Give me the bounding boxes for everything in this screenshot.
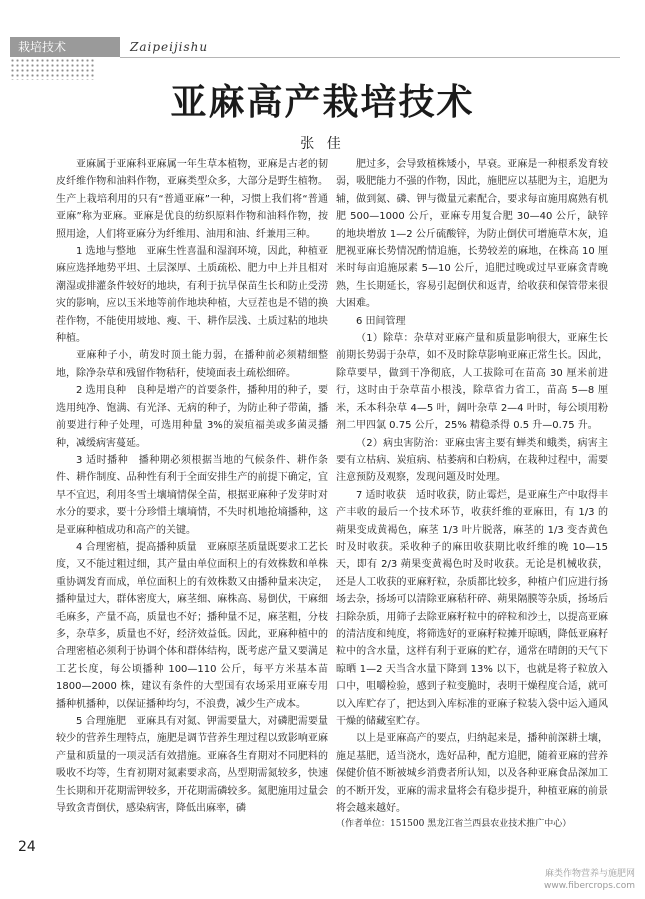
watermark-line: 麻类作物营养与施肥网 <box>544 869 635 879</box>
paragraph: 肥过多，会导致植株矮小，早衰。亚麻是一种根系发育较弱，吸肥能力不强的作物，因此，施肥应以基肥为主，追肥为辅，做到氮、磷、钾与微量元素配合，要求每亩施用腐熟有机肥 500—1000 公斤，亚麻专用复合肥 30—40 公斤，缺锌的地块增放 1—2 公斤硫酸锌，为防止倒伏可增施草木灰，追肥视亚麻长势情况酌情追施，长势较差的麻地，在株高 10 厘米时每亩追施尿素 5—10 公斤，追肥过晚或过早亚麻贪青晚熟，生长期延长，容易引起倒伏和返青，给收获和保管带来很大困难。 <box>336 159 608 310</box>
article-author: 张 佳 <box>300 136 345 152</box>
left-column <box>56 156 328 817</box>
paragraph: 亚麻属于亚麻科亚麻属一年生草本植物，亚麻是古老的韧皮纤维作物和油料作物，亚麻类型众多，大部分是野生植物。生产上栽培利用的只有“普通亚麻”一种，习惯上我们将“普通亚麻”称为亚麻。亚麻是优良的纺织原料作物和油料作物，按照用途，人们将亚麻分为纤维用、油用和油、纤兼用三种。 <box>56 159 328 240</box>
paragraph: 以上是亚麻高产的要点，归纳起来是，播种前深耕土壤，施足基肥，适当浇水，选好品种，配方追肥，随着亚麻的营养保健价值不断被城乡消费者所认知，以及各种亚麻食品深加工的不断开发，亚麻的需求量将会有稳步提升，种植亚麻的前景将会越来越好。 <box>336 733 608 815</box>
header-rule <box>120 57 620 58</box>
right-column <box>336 156 608 832</box>
paragraph: 亚麻种子小，萌发时顶土能力弱，在播种前必须精细整地，除净杂草和残留作物秸秆，使境面表土疏松细碎。 <box>56 350 328 379</box>
section-latin-label: Zaipeijishu <box>130 40 209 54</box>
paragraph: 1 选地与整地 亚麻生性喜温和湿润环境，因此，种植亚麻应选择地势平坦、土层深厚、土质疏松、肥力中上并且相对潮湿或排灌条件较好的地块，有利于抗旱保苗生长和防止受涝灾的影响，应以玉米地等前作地块种植，大豆茬也是不错的换茬作物，不能使用坡地、瘦、干、耕作层浅、土质过粘的地块种植。 <box>56 246 328 345</box>
paragraph: 4 合理密植，提高播种质量 亚麻原茎质量既要求工艺长度，又不能过粗过细，其产量由单位面积上的有效株数和单株重协调发育而成，单位面积上的有效株数又由播种量来决定，播种量过大，群体密度大，麻茎细、麻株高、易倒伏，干麻细毛麻多，产量不高，质量也不好；播种量不足，麻茎粗，分枝多，杂草多，质量也不好，经济效益低。因此，亚麻种植中的合理密植必须利于协调个体和群体结构，既考虑产量又要满足工艺长度，每公顷播种 100—110 公斤，每平方米基本苗 1800—2000 株，建议有条件的大型国有农场采用亚麻专用播种机播种，以保证播种均匀，不浪费，减少生产成本。 <box>56 541 328 710</box>
paragraph: 7 适时收获 适时收获，防止霉烂，是亚麻生产中取得丰产丰收的最后一个技术环节，收获纤维的亚麻田，有 1/3 的蒴果变成黄褐色，麻茎 1/3 叶片脱落，麻茎的 1/3 变杏黄色时及时收获。采收种子的麻田收获期比收纤维的晚 10—15 天，即有 2/3 蒴果变黄褐色时及时收获。无论是机械收获，还是人工收获的亚麻籽粒，杂质都比较多，种植户们应进行扬场去杂，扬场可以清除亚麻秸秆碎、蒴果隔膜等杂质，扬场后扫除杂质，用筛子去除亚麻籽粒中的碎粒和沙土，以提高亚麻的清洁度和纯度，将筛选好的亚麻籽粒摊开晾晒，降低亚麻籽粒中的含水量，这样有利于亚麻的贮存，通常在晴朗的天气下晾晒 1—2 天当含水量下降到 13% 以下，也就是将子粒放入口中，咀嚼检验，感到子粒变脆时，表明干燥程度合适，就可以入库贮存了，把达到入库标准的亚麻子粒装入袋中运入通风干燥的储藏室贮存。 <box>336 489 608 727</box>
author-affiliation: （作者单位：151500 黑龙江省兰西县农业技术推广中心） <box>336 819 572 830</box>
watermark <box>544 868 635 892</box>
paragraph: 3 适时播种 播种期必须根据当地的气候条件、耕作条件、耕作制度、品种性有利于全面安排生产的前提下确定，宜早不宜迟，利用冬雪土壤墒情保全苗，根据亚麻种子发芽时对水分的要求，要十分珍惜土壤墒情，不失时机地抢墒播种，这是亚麻种植成功和高产的关键。 <box>56 454 328 536</box>
article-title: 亚麻高产栽培技术 <box>170 82 475 123</box>
paragraph: （1）除草：杂草对亚麻产量和质量影响很大，亚麻生长前期长势弱于杂草，如不及时除草影响亚麻正常生长。因此，除草要早，做到干净彻底，人工拔除可在苗高 30 厘米前进行，这时由于杂草苗小根浅，除草省力省工，苗高 5—8 厘米，禾本科杂草 4—5 叶，阔叶杂草 2—4 叶时，每公顷用粉剂二甲四氯 0.75 公斤，25% 精稳杀得 0.5 升—0.75 升。 <box>336 333 608 432</box>
section-heading: 6 田间管理 <box>356 315 406 327</box>
section-label: 栽培技术 <box>10 37 120 57</box>
paragraph: 5 合理施肥 亚麻具有对氮、钾需要量大，对磷肥需要量较少的营养生理特点，施肥是调节营养生理过程以致影响亚麻产量和质量的一项灵活有效措施。亚麻各生育期对不同肥料的吸收不均等，生育初期对氮素要求高，丛型期需氮较多，快速生长期和开花期需钾较多，开花期需磷较多。氮肥施用过量会导致贪青倒伏，感染病害，降低出麻率，磷 <box>56 716 328 815</box>
watermark-url: www.fibercrops.com <box>544 881 635 891</box>
paragraph: （2）病虫害防治：亚麻虫害主要有蝉类和蛾类，病害主要有立枯病、炭疽病、枯萎病和白粉病，在栽种过程中，需要注意预防及观察，发现问题及时处理。 <box>336 437 608 484</box>
paragraph: 2 选用良种 良种是增产的首要条件，播种用的种子，要选用纯净、饱满、有光泽、无病的种子，为防止种子带菌，播前要进行种子处理，可选用种量 3%的炭疽福美或多菌灵播种，减缓病害蔓延。 <box>56 385 328 449</box>
page-number: 24 <box>18 839 36 855</box>
